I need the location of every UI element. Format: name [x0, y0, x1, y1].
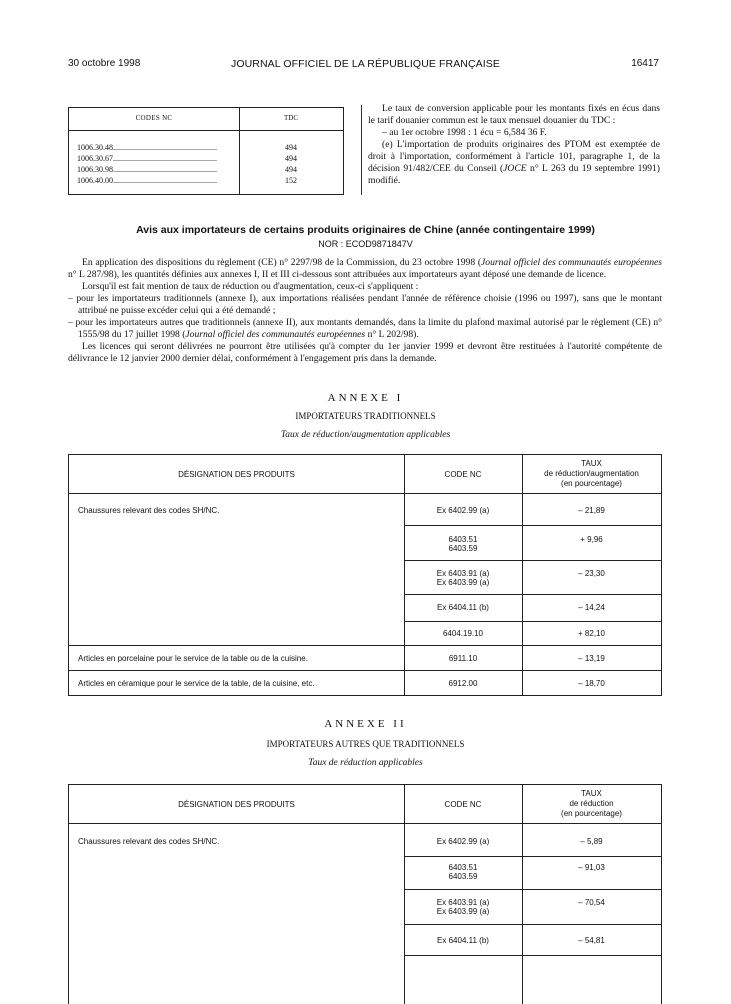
journal-ref: Journal officiel des communautés européennes: [481, 257, 662, 268]
code-cell: Ex 6403.99 (a): [436, 578, 490, 587]
col-header-taux-unit: (en pourcentage): [561, 809, 622, 818]
rate-cell: – 54,81: [578, 936, 605, 945]
journal-ref: Journal officiel des communautés européennes: [185, 329, 366, 340]
product-ceramic: Articles en céramique pour le service de la table, de la cuisine, etc.: [78, 679, 315, 688]
table-row: 1006.30.67.................................................... 494: [69, 154, 343, 165]
rate-cell: – 21,89: [578, 506, 605, 515]
conversion-rate: – au 1er octobre 1998 : 1 écu = 6,584 36 F.: [382, 127, 547, 138]
annex-2-table: [68, 784, 662, 1004]
header-date: 30 octobre 1998: [68, 58, 141, 69]
page-number: 16417: [631, 58, 659, 69]
col-header-code-nc: CODE NC: [444, 800, 482, 809]
code-cell: 1006.40.00: [77, 176, 113, 185]
code-cell: 1006.30.48: [77, 143, 113, 152]
annex-2-subtitle: IMPORTATEURS AUTRES QUE TRADITIONNELS: [266, 739, 465, 749]
code-cell: Ex 6403.99 (a): [436, 907, 490, 916]
col-header-taux-sub: de réduction/augmentation: [544, 469, 639, 478]
para-text: n° L 287/98), les quantités définies aux annexes I, II et III ci-dessous sont attribuées aux importateurs ayant déposé une demande de licence.: [68, 269, 607, 280]
code-cell: 1006.30.98: [77, 165, 113, 174]
nor-reference: NOR : ECOD9871847V: [318, 239, 413, 249]
rate-cell: + 9,96: [580, 535, 603, 544]
code-cell: Ex 6402.99 (a): [436, 837, 490, 846]
col-header-codes-nc: CODES NC: [135, 114, 173, 122]
paragraph: [68, 257, 662, 281]
product-porcelain: Articles en porcelaine pour le service de la table ou de la cuisine.: [78, 654, 308, 663]
value-cell: 152: [285, 176, 297, 185]
tdc-table: [68, 107, 344, 195]
code-cell: 6403.51: [448, 863, 478, 872]
table-row: 1006.30.48.................................................... 494: [69, 143, 343, 154]
dash-item: – pour les importateurs traditionnels (annexe I), aux importations réalisées pendant l'année de référence choisie (1996 ou 1997), sans que le montant attribué ne puisse excéder celui qui a été demandé ;: [68, 293, 662, 316]
right-column-text: [368, 103, 660, 187]
col-header-tdc: TDC: [284, 114, 298, 122]
annex-2-title: ANNEXE II: [324, 718, 407, 730]
rate-cell: + 82,10: [578, 629, 605, 638]
code-cell: Ex 6404.11 (b): [437, 603, 489, 612]
paragraph: Les licences qui seront délivrées ne pourront être utilisées qu'à compter du 1er janvier 1999 et devront être restituées à l'autorité compétente de délivrance le 12 janvier 2000 dernier délai, conformément à l'engagement pris dans la demande.: [68, 341, 662, 364]
code-cell: 6403.59: [448, 544, 478, 553]
rate-cell: – 91,03: [578, 863, 605, 872]
code-cell: Ex 6403.91 (a): [436, 898, 490, 907]
rate-cell: – 18,70: [578, 679, 605, 688]
code-cell: Ex 6403.91 (a): [436, 569, 490, 578]
ptom-note-text: (e) L'importation de produits originaires des PTOM est exemptée de droit à l'importation, conformément à l'article 101, paragraphe 1, de la décision 91/482/CEE du Conseil (: [368, 139, 660, 174]
code-cell: 6911.10: [448, 654, 478, 663]
col-header-code-nc: CODE NC: [444, 470, 482, 479]
col-header-designation: DÉSIGNATION DES PRODUITS: [178, 800, 295, 809]
dash-item: [68, 317, 662, 341]
col-header-taux-sub: de réduction: [569, 799, 614, 808]
value-cell: 494: [285, 165, 297, 174]
col-header-taux: TAUX: [581, 789, 602, 798]
conversion-paragraph: Le taux de conversion applicable pour les montants fixés en écus dans le tarif douanier commun est le taux mensuel douanier du TDC :: [368, 103, 660, 126]
joce-ref: JOCE: [503, 163, 527, 174]
product-footwear: Chaussures relevant des codes SH/NC.: [78, 837, 220, 846]
col-header-taux: TAUX: [581, 459, 602, 468]
para-text: n° L 202/98).: [365, 329, 419, 340]
notice-title: Avis aux importateurs de certains produits originaires de Chine (année contingentaire 1999): [136, 224, 595, 236]
table-row: 1006.40.00.................................................... 152: [69, 176, 343, 187]
code-cell: 6404.19.10: [442, 629, 484, 638]
rate-cell: – 13,19: [578, 654, 605, 663]
paragraph: Lorsqu'il est fait mention de taux de réduction ou d'augmentation, ceux-ci s'appliquent :: [82, 281, 419, 292]
ptom-note-end: n° L 263 du 19 septembre 1991) modifié.: [368, 163, 661, 186]
code-cell: Ex 6402.99 (a): [436, 506, 490, 515]
table-row: 1006.30.98.................................................... 494: [69, 165, 343, 176]
value-cell: 494: [285, 143, 297, 152]
rate-cell: – 14,24: [578, 603, 605, 612]
code-cell: 1006.30.67: [77, 154, 113, 163]
notice-body: [68, 257, 662, 365]
annex-1-table: [68, 454, 662, 696]
col-header-designation: DÉSIGNATION DES PRODUITS: [178, 470, 295, 479]
column-divider: [361, 105, 362, 195]
product-footwear: Chaussures relevant des codes SH/NC.: [78, 506, 220, 515]
value-cell: 494: [285, 154, 297, 163]
code-cell: 6912.00: [448, 679, 478, 688]
code-cell: 6403.59: [448, 872, 478, 881]
ptom-note: [368, 139, 660, 187]
code-cell: Ex 6404.11 (b): [437, 936, 489, 945]
annex-2-italic: Taux de réduction applicables: [308, 758, 423, 768]
para-text: – pour les importateurs autres que traditionnels (annexe II), aux montants demandés, dans la limite du plafond maximal autorisé par le règlement (CE) n° 1555/98 du 17 juillet 1998 (: [68, 317, 662, 340]
annex-1-italic: Taux de réduction/augmentation applicables: [280, 430, 451, 440]
code-cell: 6403.51: [448, 535, 478, 544]
rate-cell: – 70,54: [578, 898, 605, 907]
annex-1-subtitle: IMPORTATEURS TRADITIONNELS: [295, 411, 436, 421]
annex-1-title: ANNEXE I: [327, 392, 404, 404]
para-text: En application des dispositions du règlement (CE) n° 2297/98 de la Commission, du 23 octobre 1998 (: [82, 257, 482, 268]
journal-title: JOURNAL OFFICIEL DE LA RÉPUBLIQUE FRANÇAISE: [231, 58, 500, 70]
rate-cell: – 5,89: [580, 837, 603, 846]
rate-cell: – 23,30: [578, 569, 605, 578]
col-header-taux-unit: (en pourcentage): [561, 479, 622, 488]
